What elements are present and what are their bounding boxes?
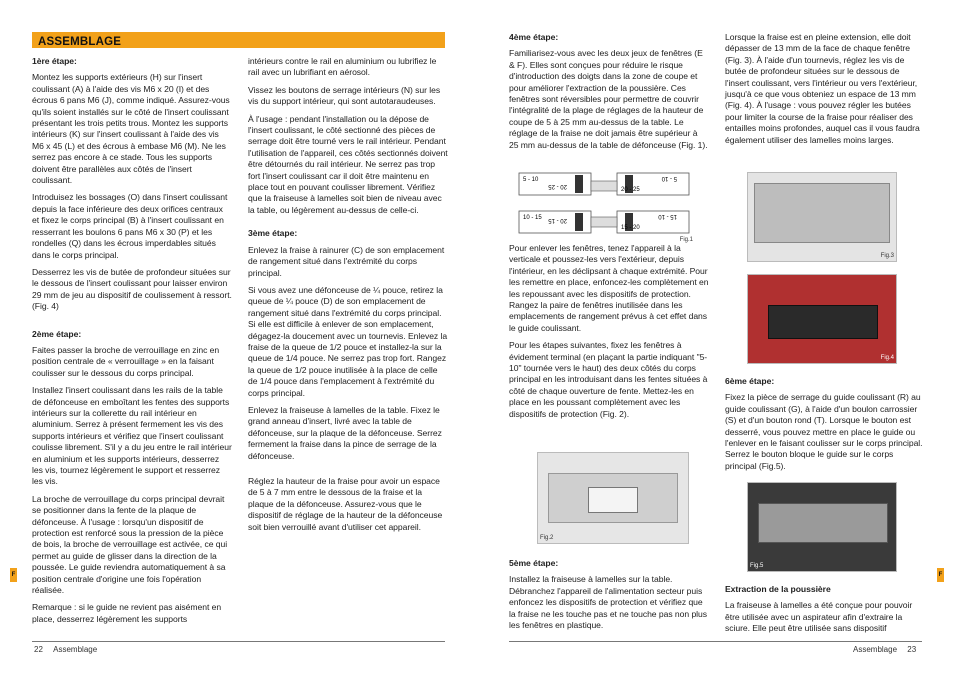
language-tab-left: F (10, 568, 17, 582)
footer-label-left: Assemblage (53, 645, 98, 654)
window-label-3: 20 - 25 (621, 187, 640, 193)
figure-3 (747, 172, 897, 262)
footer-right (853, 645, 916, 654)
step-2-title: 2ème étape: (32, 328, 82, 339)
step-4-title: 4ème étape: (509, 32, 559, 42)
window-label-6: 20 - 15 (548, 217, 567, 223)
figure-3-photo (754, 183, 890, 243)
window-label-5: 10 - 15 (523, 215, 542, 221)
step-4-paragraph-2: Pour enlever les fenêtres, tenez l'appareil à la verticale et poussez-les vers l'extérieur, depuis l'intérieur, en les déclipsant à chaque extrémité. Pour les remettre en place, enfoncez-les complètement en les repoussant avec les dispositifs de protection. Rangez la paire de fenêtres inutilisée dans les emplacements de rangement prévus à cet effet dans le guide coulissant. (509, 243, 709, 333)
window-label-4: 5 - 10 (661, 175, 677, 181)
column-3c (509, 558, 709, 637)
footer-rule-left (32, 641, 445, 642)
language-tab-right: F (937, 568, 944, 582)
column-2 (248, 56, 448, 539)
step-2-paragraph-2: Installez l'insert coulissant dans les rails de la table de défonceuse en emboîtant les fentes des supports intérieurs sur la collerette du rail intérieur en aluminium. Serrez à présent fermement les vis des supports intérieurs et vérifiez que l'insert coulissant coulisse librement. S'il y a du jeu entre le rail intérieur en aluminium et les supports intérieurs, desserrez les vis, tournez légèrement le support et resserrez les vis. (32, 385, 232, 487)
figure-2-label: Fig.2 (540, 535, 554, 541)
column-2-paragraph-3: À l'usage : pendant l'installation ou la dépose de l'insert coulissant, le côté sectionné des pièces de serrage doit être tourné vers le rail intérieur. Pendant l'utilisation de l'appareil, ces côtés sectionnés doivent être détournés du rail intérieur. Ne serrez pas trop fort l'insert coulissant car il doit être maintenu en place tout en pouvant coulisser librement. Vérifiez que la fraiseuse à lamelles soit bien de niveau avec la table, ou légèrement au-dessus de celle-ci. (248, 113, 448, 215)
figure-5-label: Fig.5 (750, 563, 764, 569)
step-2-paragraph-4: Remarque : si le guide ne revient pas aisément en place, desserrez légèrement les supports (32, 602, 222, 624)
figure-5-photo (758, 503, 888, 543)
column-3 (509, 32, 709, 157)
step-3-title: 3ème étape: (248, 228, 298, 239)
figure-5 (747, 482, 897, 572)
step-1-title: 1ère étape: (32, 56, 77, 66)
step-6-title: 6ème étape: (725, 376, 775, 386)
page-number-left: 22 (34, 645, 43, 654)
right-page (477, 0, 954, 675)
step-1-paragraph-1: Montez les supports extérieurs (H) sur l'insert coulissant (A) à l'aide des vis M6 x 20 (I) et des écrous 6 pans M6 (J), comme indiqué. Assurez-vous qu'ils soient installés sur le côté de l'insert coulissant présentant les trois petits trous. Montez les supports intérieurs (K) sur l'insert coulissant à l'aide des vis M6 x 45 (L) et des écrous à embase M6 (M). Ne les serrez pas encore à ce stade. Tous les supports doivent être parallèles aux côtés de l'insert coulissant. (32, 72, 230, 186)
column-4c (725, 584, 925, 641)
section-header (32, 32, 445, 48)
step-6-paragraph-1: Fixez la pièce de serrage du guide coulissant (R) au guide coulissant (G), à l'aide d'un boulon carrossier (S) et d'un bouton rond (T). Lorsque le bouton est desserré, vous pouvez mettre en place le guide ou l'enlever en le faisant coulisser sur le corps principal. Serrez le bouton bloque le guide sur le corps principal (Fig.5). (725, 392, 923, 471)
step-3-paragraph-4: Réglez la hauteur de la fraise pour avoir un espace de 5 à 7 mm entre le dessous de la fraise et la plaque de la défonceuse. Assurez-vous que le dispositif de réglage de la hauteur de la défonceuse soit bien verrouillé avant d'utiliser cet appareil. (248, 476, 443, 532)
dust-extraction-title: Extraction de la poussière (725, 584, 831, 594)
window-label-7: 15 - 20 (621, 225, 640, 231)
step-2-paragraph-3: La broche de verrouillage du corps principal devrait se positionner dans la fente de la plaque de défonceuse. À l'usage : lorsqu'un dispositif de protection est renforcé sous la pression de la pièce de bois, la broche de verrouillage est activée, ce qui permet au guide de glisser dans la direction de la poussée. Le guide reviendra automatiquement à sa position centrale d'origine une fois l'opération réalisée. (32, 493, 228, 596)
step-4-paragraph-3: Pour les étapes suivantes, fixez les fenêtres à évidement terminal (en plaçant la partie indiquant "5-10" tournée vers le haut) des deux côtés du corps principal en les introduisant dans les fentes situées à côté de chaque ouverture de fente. Mettez-les en place en les poussant complètement avec les dispositifs de protection (Fig. 2). (509, 340, 708, 419)
column-4-paragraph-1: Lorsque la fraise est en pleine extension, elle doit dépasser de 13 mm de la face de chaque fenêtre (Fig. 3). À l'aide d'un tournevis, réglez les vis de butée de profondeur situées sur le dessous de l'insert coulissant, vers l'intérieur ou vers l'extérieur, jusqu'à ce que vous obteniez un espace de 13 mm (Fig. 4). À l'usage : vous pouvez régler les butées pour limiter la course de la fraise pour réaliser des entailles moins profondes, auquel cas il vous faudra également utiliser des lamelles moins larges. (725, 32, 920, 145)
dust-extraction-paragraph: La fraiseuse à lamelles a été conçue pour pouvoir être utilisée avec un aspirateur afin d'extraire la sciure. Elle peut être utilisée sans dispositif (725, 600, 913, 634)
column-2-paragraph-2: Vissez les boutons de serrage intérieurs (N) sur les vis du support intérieur, qui sont autotaraudeuses. (248, 84, 441, 107)
window-label-1: 5 - 10 (523, 177, 539, 183)
step-2-paragraph-1: Faites passer la broche de verrouillage en zinc en position centrale de « verrouillage » en la faisant coulisser sur le dessous du corps principal. (32, 344, 220, 378)
window-label-2: 20 - 25 (548, 183, 567, 189)
step-1-paragraph-2: Introduisez les bossages (O) dans l'insert coulissant depuis la face inférieure des deux orifices centraux et fixez le corps principal (B) à l'insert coulissant en resserrant les boulons 6 pans M6 x 30 (P) et les rondelles (Q) dans les écrous imperdables situés dans le corps principal. (32, 192, 228, 260)
figure-4-label: Fig.4 (880, 355, 894, 361)
step-3-paragraph-2: Si vous avez une défonceuse de ¼ pouce, retirez la queue de ¼ pouce (D) de son emplacement de rangement situé dans l'extrémité du corps principal. Si elle est difficile à enlever de son emplacement, dégagez-la doucement avec un tournevis. Enlevez la fraise de la queue de 1/2 pouce et installez-la sur la queue de 1/4 pouce. Ne serrez pas trop fort. Rangez la queue de 1/2 pouce inutilisée à la place de celle de 1/4 pouce dans l'emplacement à l'extrémité du corps principal. (248, 284, 448, 398)
column-4b (725, 376, 925, 478)
figure-1 (517, 167, 693, 243)
step-3-paragraph-1: Enlevez la fraise à rainurer (C) de son emplacement de rangement situé dans l'extrémité du corps principal. (248, 244, 445, 278)
figure-2 (537, 452, 689, 544)
footer-left (34, 645, 97, 654)
page-number-right: 23 (907, 645, 917, 654)
figure-1-label: Fig.1 (679, 237, 693, 243)
figure-3-label: Fig.3 (880, 253, 894, 259)
figure-4-photo (768, 305, 878, 339)
section-title: ASSEMBLAGE (38, 36, 122, 48)
step-4-paragraph-1: Familiarisez-vous avec les deux jeux de fenêtres (E & F). Elles sont conçues pour réduire le risque d'introduction des doigts dans la zone de coupe et pour améliorer l'extraction de la poussière. Ces fenêtres sont réversibles pour permettre de couvrir l'intégralité de la plage de réglages de la hauteur de coupe de 5 à 25 mm au-dessus de la table. Le réglage de la fraise ne doit jamais être supérieur à 25 mm au-dessus de la table de défonceuse (Fig. 1). (509, 48, 708, 150)
footer-label-right: Assemblage (853, 645, 898, 654)
window-diagram (517, 167, 693, 239)
column-3b (509, 243, 709, 426)
footer-rule-right (509, 641, 922, 642)
figure-4 (747, 274, 897, 364)
figure-2-window (588, 487, 638, 513)
step-1-paragraph-3: Desserrez les vis de butée de profondeur situées sur le dessous de l'insert coulissant pour laisser environ 29 mm de jeu au dispositif de coulissement à ressort. (Fig. 4) (32, 266, 232, 312)
column-1 (32, 56, 232, 631)
window-label-8: 15 - 10 (658, 213, 677, 219)
step-5-title: 5ème étape: (509, 558, 559, 568)
column-4 (725, 32, 925, 152)
step-3-paragraph-3: Enlevez la fraiseuse à lamelles de la table. Fixez le grand anneau d'insert, livré avec la table de défonceuse, sur la plaque de la défonceuse. Serrez fermement la fraise dans la pince de serrage de la défonceuse. (248, 404, 442, 461)
step-5-paragraph-1: Installez la fraiseuse à lamelles sur la table. Débranchez l'appareil de l'alimentation secteur puis enfoncez les dispositifs de protection et vérifiez que la fraise ne les touche pas et ne touche pas non plus les fenêtres en plastique. (509, 574, 708, 631)
column-2-paragraph-1: intérieurs contre le rail en aluminium ou lubrifiez le rail avec un lubrifiant en aérosol. (248, 56, 437, 78)
